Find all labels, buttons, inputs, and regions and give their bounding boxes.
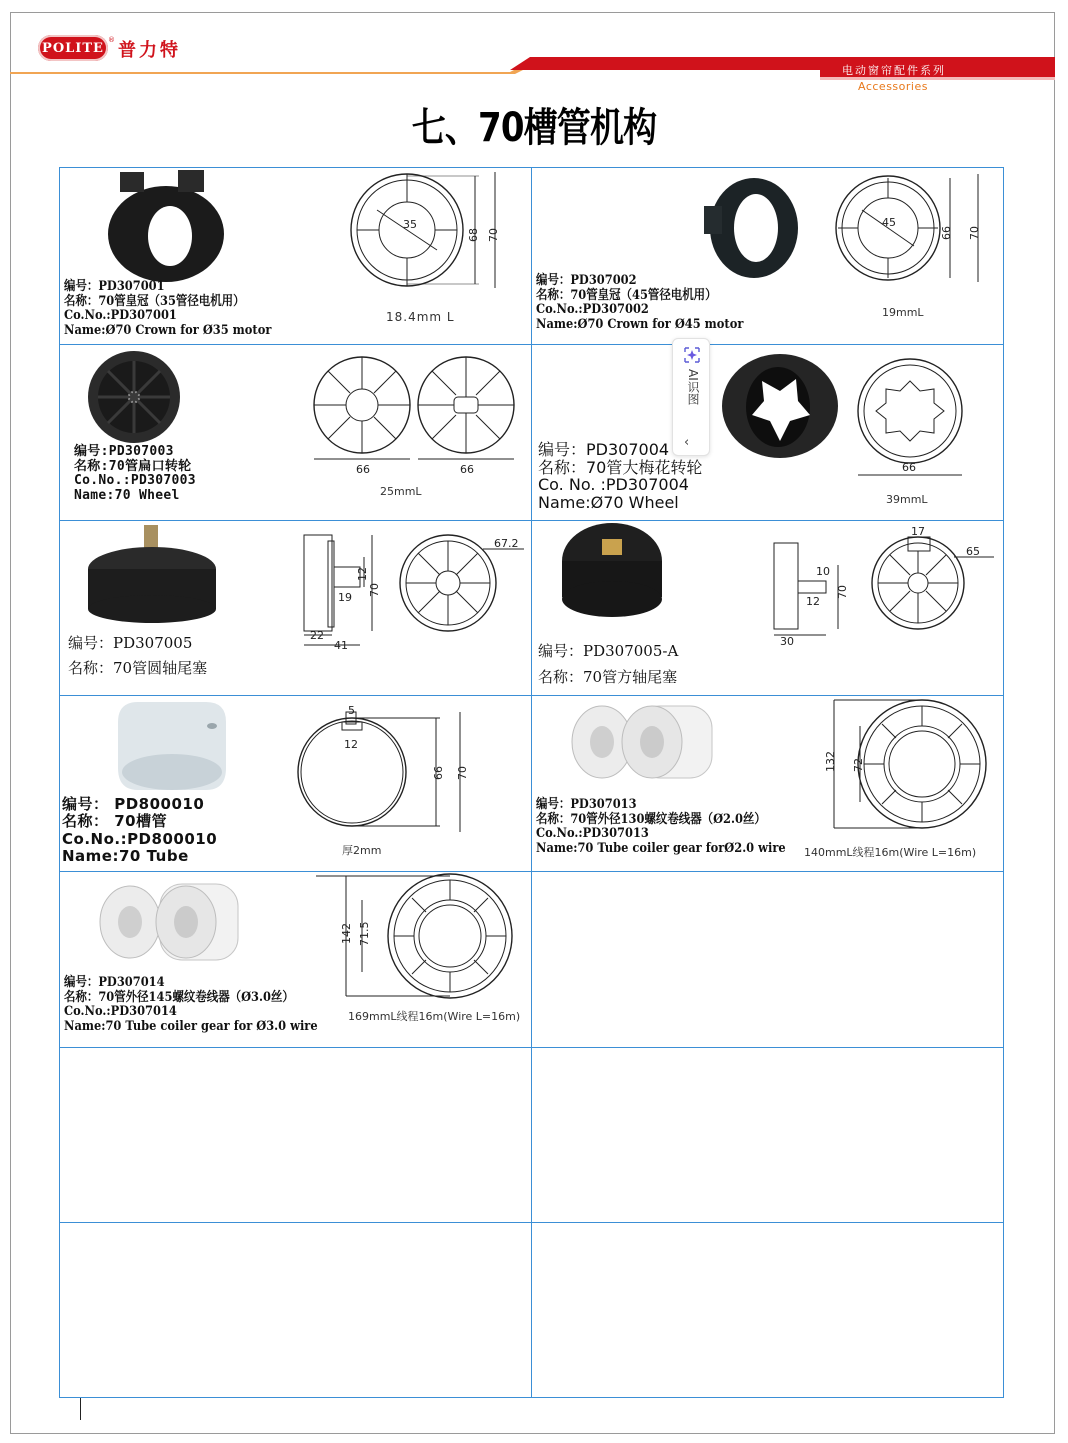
product-code: 编号:PD307003 — [74, 444, 174, 459]
product-co-no: Co.No.:PD800010 — [62, 829, 218, 848]
product-photo — [702, 170, 802, 280]
ai-image-recognition-widget[interactable] — [672, 338, 710, 456]
product-code: 编号：PD307001 — [64, 279, 165, 294]
product-grid — [59, 167, 1004, 1398]
dimension-label: 10 — [816, 565, 830, 578]
technical-drawing — [854, 355, 974, 490]
product-co-no: Co.No.:PD307001 — [64, 308, 177, 324]
product-photo — [96, 878, 246, 964]
product-name: 名称：70管方轴尾塞 — [538, 667, 678, 686]
dimension-label: 66 — [902, 461, 916, 474]
product-card-pd307013 — [532, 696, 1004, 872]
dimension-label: 12 — [356, 567, 369, 581]
product-label — [536, 798, 786, 856]
technical-drawing — [772, 696, 997, 836]
empty-cell — [532, 1048, 1004, 1223]
dimension-label: 30 — [780, 635, 794, 648]
ai-widget-label[interactable]: AI识图 — [686, 369, 700, 405]
product-photo — [108, 698, 232, 794]
dimension-label: 41 — [334, 639, 348, 652]
length-note: 25mmL — [380, 485, 422, 498]
page-edge-mark — [80, 1398, 81, 1420]
empty-cell — [60, 1223, 532, 1398]
product-name-en: Name:70 Tube coiler gear for Ø3.0 wire — [64, 1018, 318, 1034]
product-co-no: Co.No.:PD307002 — [536, 302, 649, 318]
product-name-en: Name:Ø70 Wheel — [538, 492, 679, 512]
collapse-chevron-icon[interactable]: ‹ — [684, 435, 690, 450]
series-title-en: Accessories — [858, 80, 928, 93]
dimension-label: 66 — [940, 226, 953, 240]
technical-drawing — [345, 170, 525, 290]
product-code: 编号：PD307013 — [536, 797, 637, 812]
product-photo — [100, 170, 230, 288]
product-name: 名称:70管扁口转轮 — [74, 458, 192, 474]
brand-name-cn: 普力特 — [118, 40, 181, 61]
product-code: 编号：PD307004 — [538, 440, 670, 459]
dimension-label: 70 — [836, 585, 849, 599]
product-co-no: Co.No.:PD307014 — [64, 1004, 177, 1020]
dimension-label: 142 — [340, 923, 353, 944]
product-label — [74, 445, 196, 503]
product-co-no: Co.No.:PD307003 — [74, 473, 196, 489]
technical-drawing — [832, 174, 997, 284]
product-name-en: Name:70 Tube coiler gear forØ2.0 wire — [536, 840, 786, 856]
product-code: 编号：PD307014 — [64, 975, 165, 990]
product-card-pd307004 — [532, 345, 1004, 521]
product-name: 名称：70管皇冠（35管径电机用） — [64, 293, 245, 309]
page-title: 七、70槽管机构 — [411, 105, 657, 151]
product-name-en: Name:Ø70 Crown for Ø45 motor — [536, 316, 744, 332]
dimension-label: 22 — [310, 629, 324, 642]
thickness-note: 厚2mm — [342, 844, 382, 857]
product-name-en: Name:70 Wheel — [74, 487, 180, 503]
product-card-pd307005-a — [532, 521, 1004, 696]
dimension-label: 70 — [456, 766, 469, 780]
product-co-no: Co. No. :PD307004 — [538, 475, 689, 495]
empty-cell — [532, 1223, 1004, 1398]
dimension-label: 66 — [460, 463, 474, 475]
product-label — [64, 976, 318, 1034]
dimension-label: 5 — [348, 704, 355, 717]
product-card-pd307014 — [60, 872, 532, 1048]
technical-drawing — [296, 702, 476, 842]
product-card-pd307001 — [60, 168, 532, 345]
length-note: 18.4mm L — [386, 310, 455, 324]
dimension-label: 12 — [806, 595, 820, 608]
dimension-label: 65 — [966, 545, 980, 558]
product-label — [538, 639, 678, 690]
wire-length-note: 169mmL线程16m(Wire L=16m) — [348, 1010, 521, 1023]
product-card-pd307005 — [60, 521, 532, 696]
dimension-label: 67.2 — [494, 537, 519, 550]
dimension-label: 70 — [368, 583, 381, 597]
product-label — [62, 796, 217, 865]
product-name-en: Name:70 Tube — [62, 846, 189, 865]
brand-logo: POLITE — [38, 35, 108, 61]
sparkle-icon[interactable] — [682, 345, 702, 365]
product-card-pd307002 — [532, 168, 1004, 345]
product-card-pd307003 — [60, 345, 532, 521]
empty-cell — [60, 1048, 532, 1223]
product-name: 名称：70管外径145螺纹卷线器（Ø3.0丝） — [64, 989, 294, 1005]
technical-drawing — [768, 525, 998, 650]
product-name-en: Name:Ø70 Crown for Ø35 motor — [64, 322, 272, 338]
product-co-no: Co.No.:PD307013 — [536, 826, 649, 842]
product-photo — [718, 351, 842, 461]
dimension-label: 70 — [968, 226, 981, 240]
product-name: 名称：70管大梅花转轮 — [538, 457, 703, 477]
dimension-label: 17 — [911, 525, 925, 538]
product-name: 名称：70管圆轴尾塞 — [68, 658, 208, 677]
dimension-label: 19 — [338, 591, 352, 604]
dimension-label: 66 — [432, 766, 445, 780]
dimension-label: 35 — [403, 218, 417, 231]
empty-cell — [532, 872, 1004, 1048]
dimension-label: 72 — [852, 758, 865, 772]
technical-drawing — [310, 872, 525, 1004]
wire-length-note: 140mmL线程16m(Wire L=16m) — [804, 846, 977, 859]
product-name: 名称： 70槽管 — [62, 812, 168, 831]
product-name: 名称：70管皇冠（45管径电机用） — [536, 287, 717, 303]
product-card-pd800010 — [60, 696, 532, 872]
product-label — [68, 631, 207, 681]
dimension-label: 45 — [882, 216, 896, 229]
dimension-label: 68 — [467, 228, 480, 242]
product-code: 编号：PD307002 — [536, 273, 637, 288]
registered-mark: ® — [108, 36, 115, 44]
dimension-label: 70 — [487, 228, 500, 242]
product-code: 编号：PD307005 — [68, 634, 193, 652]
series-title-cn: 电动窗帘配件系列 — [842, 64, 946, 77]
technical-drawing — [298, 527, 528, 652]
length-note: 39mmL — [886, 493, 928, 506]
product-code: 编号： PD800010 — [62, 795, 205, 813]
length-note: 19mmL — [882, 306, 924, 319]
product-photo — [84, 347, 184, 447]
dimension-label: 66 — [356, 463, 370, 475]
product-name: 名称：70管外径130螺纹卷线器（Ø2.0丝） — [536, 811, 766, 827]
product-code: 编号：PD307005-A — [538, 642, 679, 660]
product-label — [536, 274, 743, 332]
product-photo — [82, 525, 222, 625]
product-photo — [558, 521, 668, 621]
product-photo — [568, 702, 724, 782]
dimension-label: 132 — [824, 751, 837, 772]
product-label — [64, 280, 271, 338]
dimension-label: 12 — [344, 738, 358, 751]
dimension-label: 71.5 — [358, 921, 371, 946]
technical-drawing — [310, 355, 525, 475]
